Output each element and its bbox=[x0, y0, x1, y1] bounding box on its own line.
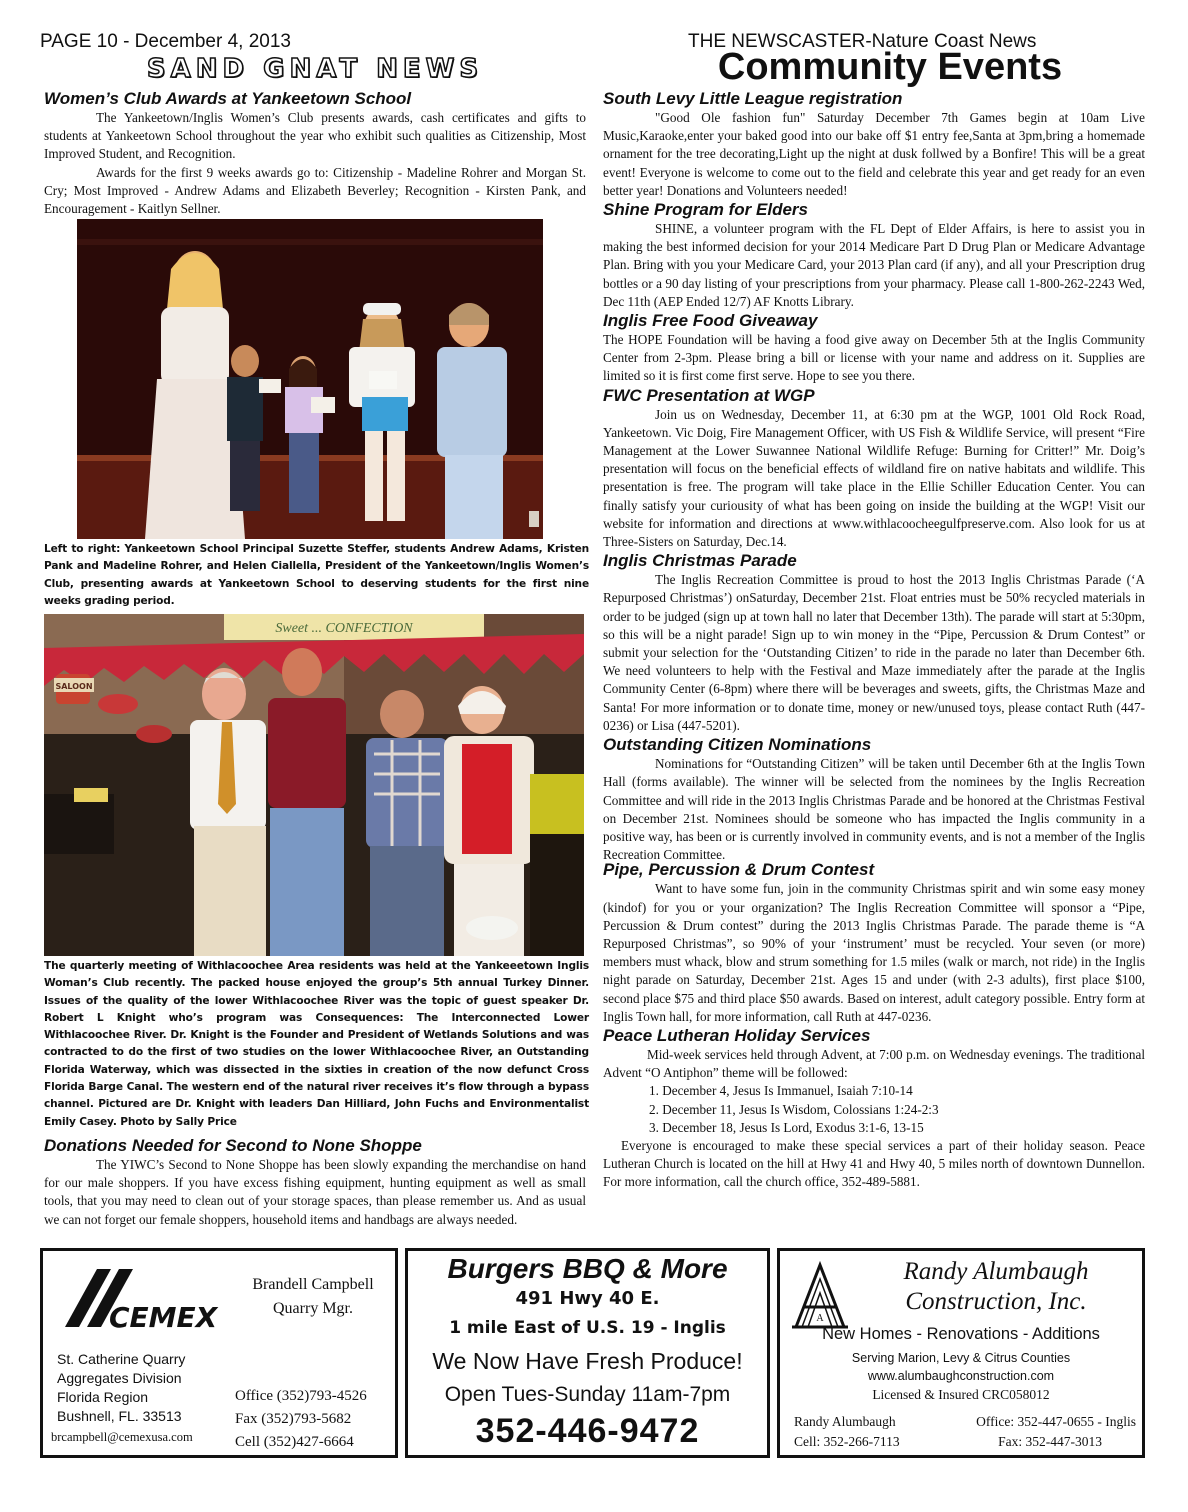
ad-produce: We Now Have Fresh Produce! bbox=[432, 1348, 743, 1374]
contact-right bbox=[936, 1412, 1136, 1452]
article-headline: Shine Program for Elders bbox=[603, 200, 808, 220]
list-item: 2. December 11, Jesus Is Wisdom, Colossians 1:24-2:3 bbox=[649, 1101, 939, 1117]
article-paragraph: The HOPE Foundation will be having a food give away on December 5th at the Inglis Community Center from 2-3pm. Please bring a bill or license with your name and address on it. Supplies are limited so it is first come first serve. Hope to see you there. bbox=[603, 332, 1145, 384]
services: New Homes - Renovations - Additions bbox=[822, 1325, 1100, 1343]
list-item: 3. December 18, Jesus Is Lord, Exodus 3:1-6, 13-15 bbox=[649, 1119, 924, 1135]
address-line: Aggregates Division bbox=[57, 1370, 182, 1386]
article-paragraph: The Yankeetown/Inglis Women’s Club presents awards, cash certificates and gifts to students at Yankeetown School throughout the year who exhibit such qualities as Citizenship, Most Improved Student, and Recognition. bbox=[44, 110, 586, 162]
article-paragraph: SHINE, a volunteer program with the FL Dept of Elder Affairs, is here to assist you in making the best informed decision for your 2014 Medicare Part D Drug Plan or Medicare Advantage Plan. Bring with you your Medicare Card, your 2013 Plan card (if any), and all your Prescription drug bottles or a 90 day listing of your prescriptions from your pharmacy. Please call 1-800-262-2243 Wed, Dec 11th (AEP Ended 12/7) AF Knotts Library. bbox=[603, 221, 1145, 309]
cemex-contact bbox=[238, 1273, 388, 1321]
phone-line: Cell (352)427-6664 bbox=[235, 1434, 354, 1450]
alumbaugh-logo bbox=[790, 1261, 850, 1331]
article-headline: Inglis Free Food Giveaway bbox=[603, 311, 818, 331]
photo-award-presentation bbox=[77, 219, 543, 539]
article-paragraph: Everyone is encouraged to make these special services a part of their holiday season. Peace Lutheran Church is located on the hill at Hwy 41 and Hwy 40, 5 miles north of downtown Dunnellon. For more information, call the church office, 352-489-5881. bbox=[603, 1137, 1145, 1190]
logo-letter: A bbox=[816, 1313, 824, 1324]
office-phone: Office: 352-447-0655 - Inglis bbox=[976, 1414, 1136, 1429]
company-name-line: Construction, Inc. bbox=[905, 1288, 1087, 1315]
company-name-line: Randy Alumbaugh bbox=[903, 1258, 1089, 1285]
article-womens-club bbox=[44, 89, 586, 218]
photo-caption-meeting: The quarterly meeting of Withlacoochee Area residents was held at the Yankeeetown Inglis Woman’s Club recently. The packed house enjoyed the group’s 5th annual Turkey Dinner. Issues of the quality of the lower Withlacoochee River was the topic of guest speaker Dr. Robert L Knight who’s program was Consequences: The Interconnected Lower Withlacoochee River. Dr. Knight is the Founder and President of Wetlands Solutions and was contracted to do the first of two studies on the lower Withlacoochee River, an Outstanding Florida Waterway, which was dissected in the sixties in creation of the now defunct Cross Florida Barge Canal. The western end of the natural river receives it’s flow through a bypass channel. Pictured are Dr. Knight with leaders Dan Hilliard, John Fuchs and Environmentalist Emily Casey. Photo by Sally Price bbox=[44, 960, 589, 1128]
article-paragraph: Join us on Wednesday, December 11, at 6:30 pm at the WGP, 1001 Old Rock Road, Yankeetown. Vic Doig, Fire Management Officer, with US Fish & Wildlife Service, will present “Fire Management at the Lower Suwannee National Wildlife Refuge: Burning for Critter!” Mr. Doig’s presentation will focus on the beneficial effects of wildland fire on native habitats and wildlife. This presentation is free. The program will take place in the Ellie Schiller Education Center. You can finally satisfy your curiousity of what has been going on inside the building at the WGP! Visit our website for information and directions at www.withlacoocheegulfpreserve.com. Also look for us at Three-Sisters on Saturday, Dec.14. bbox=[603, 406, 1145, 550]
cemex-logo bbox=[57, 1265, 237, 1335]
article-headline: Outstanding Citizen Nominations bbox=[603, 735, 872, 755]
saloon-sign: SALOON bbox=[55, 682, 93, 691]
community-events-column bbox=[603, 89, 1145, 1192]
contact-role: Quarry Mgr. bbox=[273, 1300, 353, 1317]
article-headline: Women’s Club Awards at Yankeetown School bbox=[44, 89, 412, 108]
article-paragraph: Nominations for “Outstanding Citizen” will be taken until December 6th at the Inglis Town Hall (forms available). The winner will be selected from the nominees by the Inglis Recreation Committee and will ride in the 2013 Inglis Christmas Parade and be honored at the Christmas Festival on December 21st. Nominees should be someone who has impacted the Inglis community in a positive way, has been or is currently involved in community events, and is not a member of the Inglis Recreation Committee. bbox=[603, 756, 1145, 863]
cemex-wordmark: CEMEX bbox=[109, 1301, 218, 1334]
company-name bbox=[856, 1257, 1136, 1317]
ad-burgers-bbq bbox=[405, 1248, 770, 1458]
banner-text: Sweet ... CONFECTION bbox=[275, 621, 413, 636]
ad-address: 491 Hwy 40 E. bbox=[515, 1288, 660, 1309]
cemex-email: brcampbell@cemexusa.com bbox=[51, 1430, 193, 1444]
photo-caption-award: Left to right: Yankeetown School Principal Suzette Steffer, students Andrew Adams, Kristen Pank and Madeline Rohrer, and Helen Ciallella, President of the Yankeetown/Inglis Women’s Club, presenting awards at Yankeetown School to deserving students for the first nine weeks grading period. bbox=[44, 543, 589, 607]
contact-name: Randy Alumbaugh bbox=[794, 1414, 896, 1429]
cemex-phones bbox=[235, 1385, 367, 1454]
website: www.alumbaughconstruction.com bbox=[867, 1369, 1055, 1383]
article-paragraph: The YIWC’s Second to None Shoppe has been slowly expanding the merchandise on hand for our male shoppers. If you have excess fishing equipment, hunting equipment as well as small tools, that you may need to clean out of your storage spaces, than please remember us. And as usual we can not forget our female shoppers, household items and handbags are always needed. bbox=[44, 1157, 586, 1227]
page-number-date: PAGE 10 - December 4, 2013 bbox=[40, 31, 291, 52]
photo-quarterly-meeting bbox=[44, 614, 584, 956]
article-headline: Inglis Christmas Parade bbox=[603, 551, 797, 571]
section-title-sand-gnat: SAND GNAT NEWS bbox=[146, 54, 484, 84]
license: Licensed & Insured CRC058012 bbox=[872, 1387, 1050, 1402]
article-paragraph: "Good Ole fashion fun" Saturday December 7th Games begin at 10am Live Music,Karaoke,enter your baked good into our bake off $1 entry fee,Santa at 3pm,bring a homemade ornament for the tree decorating,Light up the night at dusk follwed by a Bonfire! This will be a great event! Everyone is welcome to come out to the field and celebrate this year and get ready for an even better year! Donations and Volunteers needed! bbox=[603, 110, 1145, 198]
service-area-line: Serving Marion, Levy & Citrus Counties bbox=[851, 1351, 1071, 1365]
cemex-address bbox=[57, 1350, 185, 1426]
address-line: St. Catherine Quarry bbox=[57, 1351, 186, 1367]
article-headline: Donations Needed for Second to None Shoppe bbox=[44, 1136, 422, 1155]
ad-cemex bbox=[40, 1248, 398, 1458]
publication-name: THE NEWSCASTER-Nature Coast News bbox=[688, 31, 1037, 52]
article-paragraph: Want to have some fun, join in the community Christmas spirit and win some easy money (kindof) for you or your organization? The Inglis Recreation Committee will sponsor a “Pipe, Percussion & Drum contest” during the 2013 Inglis Christmas Parade. The parade theme is “A Repurposed Christmas”, so 90% of your ‘instrument’ must be recycled. Your seven (or more) members must whack, blow and strum something for 1.5 miles (walk or march, not ride) in the Inglis night parade on Saturday, December 21st. Ages 15 and under (with 2-3 adults), first place $100, second place $75 and third place $50 awards. Based on interest, adult category possible. Entry form at Inglis Town hall, for more information, call Ruth at 447-0236. bbox=[603, 881, 1145, 1024]
ad-phone: 352-446-9472 bbox=[475, 1412, 700, 1450]
article-headline: Pipe, Percussion & Drum Contest bbox=[603, 860, 875, 880]
address-line: Bushnell, FL. 33513 bbox=[57, 1408, 182, 1424]
address-line: Florida Region bbox=[57, 1389, 149, 1405]
cell-phone: Cell: 352-266-7113 bbox=[794, 1434, 900, 1449]
article-headline: South Levy Little League registration bbox=[603, 89, 903, 108]
list-item: 1. December 4, Jesus Is Immanuel, Isaiah 7:10-14 bbox=[649, 1083, 913, 1099]
article-paragraph: The Inglis Recreation Committee is proud to host the 2013 Inglis Christmas Parade (‘A Repurposed Christmas’) onSaturday, December 21st. Float entries must be 50% recycled materials in order to be judged (sign up at town hall no later that December 13th). The parade will start at 5:30pm, so this will be a night parade! Sign up to win money in the “Pipe, Percussion & Drum Contest” or submit your selection for the ‘Outstanding Citizen’ to ride in the parade no later than December 6th. We need volunteers to help with the Festival and Maze immediately after the parade at the Inglis Community Center (6-8pm) where there will be beverages and sweets, gifts, the Christmas Maze and Santa! For more information or to donate time, money or new/unused toys, please contact Ruth (447-0236) or Lisa (447-5201). bbox=[603, 572, 1145, 733]
article-paragraph: Awards for the first 9 weeks awards go to: Citizenship - Madeline Rohrer and Morgan St. Cry; Most Improved - Andrew Adams and Elizabeth Beverley; Recognition - Kirsten Pank, and Encouragement - Kaitlyn Sellner. bbox=[44, 164, 586, 217]
section-title-community-events: Community Events bbox=[717, 46, 1063, 88]
ad-title: Burgers BBQ & More bbox=[447, 1253, 728, 1284]
phone-line: Office (352)793-4526 bbox=[235, 1388, 367, 1404]
contact-name: Brandell Campbell bbox=[252, 1276, 374, 1293]
article-paragraph: Mid-week services held through Advent, at 7:00 p.m. on Wednesday evenings. The traditional Advent “O Antiphon” theme will be followed: bbox=[603, 1046, 1145, 1081]
phone-line: Fax (352)793-5682 bbox=[235, 1411, 352, 1427]
article-headline: Peace Lutheran Holiday Services bbox=[603, 1025, 871, 1045]
ad-randy-alumbaugh bbox=[777, 1248, 1145, 1458]
ad-hours: Open Tues-Sunday 11am-7pm bbox=[444, 1383, 731, 1406]
service-area bbox=[780, 1349, 1142, 1385]
contact-left bbox=[794, 1412, 900, 1452]
article-donations bbox=[44, 1136, 586, 1229]
ad-directions: 1 mile East of U.S. 19 - Inglis bbox=[449, 1318, 726, 1338]
article-headline: FWC Presentation at WGP bbox=[603, 385, 815, 405]
fax: Fax: 352-447-3013 bbox=[998, 1434, 1102, 1449]
